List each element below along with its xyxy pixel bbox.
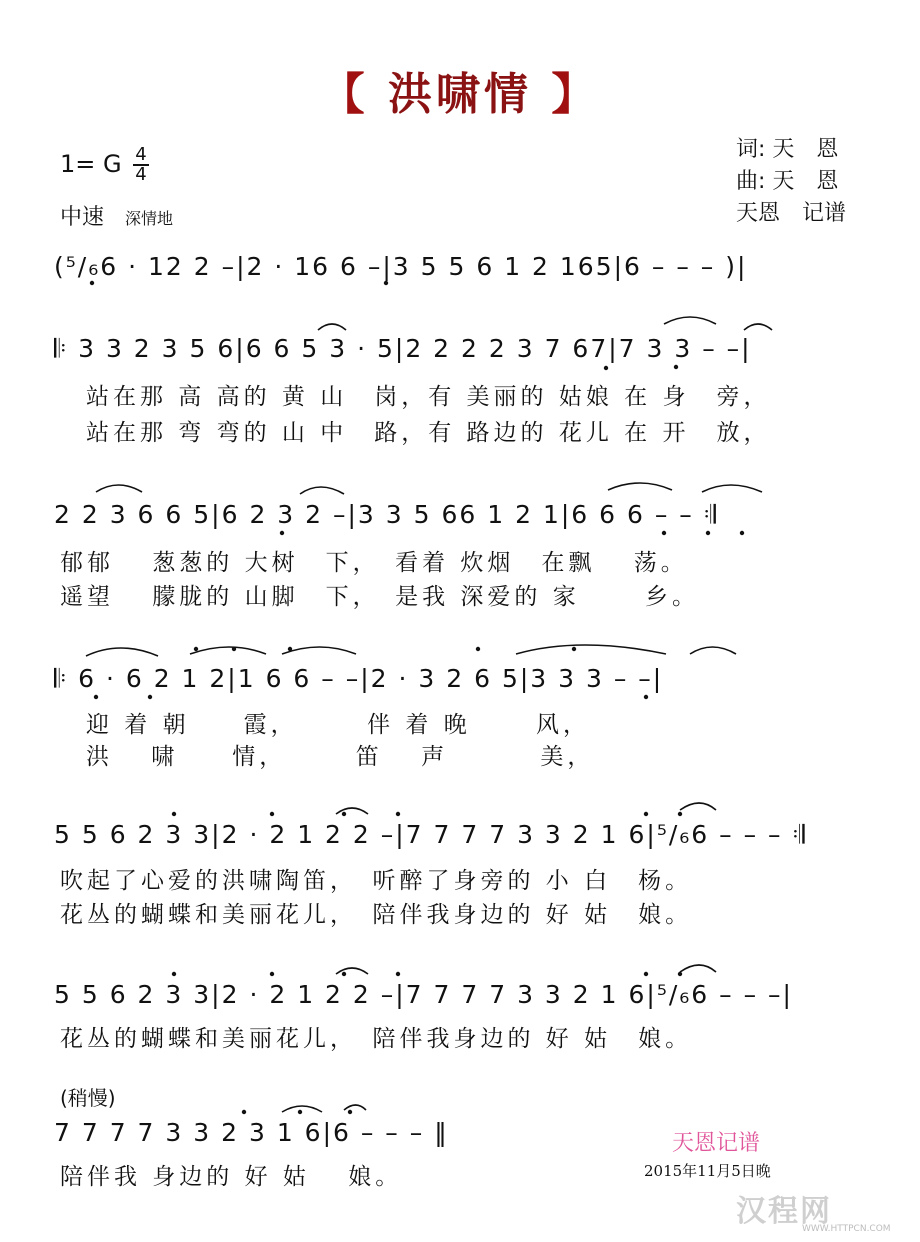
composer-credit: 曲: 天 恩 bbox=[736, 169, 839, 194]
system-4-lyric-1: 迎 着 朝 霞， 伴 着 晚 风， bbox=[86, 712, 591, 738]
system-5-lyric-2: 花丛的蝴蝶和美丽花儿， 陪伴我身边的 好 姑 娘。 bbox=[60, 902, 693, 928]
tempo-speed: 中速 bbox=[60, 205, 105, 230]
lyricist-credit: 词: 天 恩 bbox=[736, 137, 839, 162]
signature-stamp: 天恩记谱 bbox=[672, 1131, 761, 1156]
system-5-lyric-1: 吹起了心爱的洪啸陶笛， 听醉了身旁的 小 白 杨。 bbox=[60, 868, 693, 894]
system-6-notes: 5 5 6 2 3 3|2 · 2 1 2 2 –|7 7 7 7 3 3 2 1 6|⁵/₆6 – – –| bbox=[54, 980, 793, 1009]
system-3-notes: 2 2 3 6 6 5|6 2 3 2 –|3 3 5 66 1 2 1|6 6 6 – – 𝄇 bbox=[54, 500, 718, 529]
system-4-lyric-2: 洪 啸 情， 笛 声 美， bbox=[86, 744, 595, 770]
date-note: 2015年11月5日晚 bbox=[644, 1162, 771, 1180]
system-4-notes: 𝄆 6 · 6 2 1 2|1 6 6 – –|2 · 3 2 6 5|3 3 3 – –| bbox=[54, 664, 664, 693]
title-bracket-close: 】 bbox=[551, 69, 600, 120]
system-7-notes: 7 7 7 7 3 3 2 3 1 6|6 – – – ‖ bbox=[54, 1118, 449, 1147]
time-bottom: 4 bbox=[135, 164, 147, 185]
system-2-lyric-1: 站在那 高 高的 黄 山 岗，有 美丽的 姑娘 在 身 旁， bbox=[86, 384, 771, 410]
system-7-lyric-1: 陪伴我 身边的 好 姑 娘。 bbox=[60, 1164, 403, 1190]
system-5-notes: 5 5 6 2 3 3|2 · 2 1 2 2 –|7 7 7 7 3 3 2 1 6|⁵/₆6 – – – 𝄇 bbox=[54, 820, 807, 849]
system-1-notes: (⁵/₆6 · 12 2 –|2 · 16 6 –|3 5 5 6 1 2 165|6 – – – )| bbox=[54, 252, 748, 281]
system-3-lyric-1: 郁郁 葱葱的 大树 下， 看着 炊烟 在飘 荡。 bbox=[60, 550, 688, 576]
site-watermark-url: WWW.HTTPCN.COM bbox=[802, 1224, 891, 1234]
system-6-lyric-1: 花丛的蝴蝶和美丽花儿， 陪伴我身边的 好 姑 娘。 bbox=[60, 1026, 693, 1052]
system-3-lyric-2: 遥望 朦胧的 山脚 下， 是我 深爱的 家 乡。 bbox=[60, 584, 700, 610]
system-2-lyric-2: 站在那 弯 弯的 山 中 路，有 路边的 花儿 在 开 放， bbox=[86, 420, 771, 446]
tempo-expression: 深情地 bbox=[125, 209, 174, 228]
song-title: 洪啸情 bbox=[388, 69, 532, 120]
system-2-notes: 𝄆 3 3 2 3 5 6|6 6 5 3 · 5|2 2 2 2 3 7 67|7 3 3 – –| bbox=[54, 334, 752, 363]
key-label: 1= G bbox=[60, 150, 122, 178]
tempo-change: (稍慢) bbox=[60, 1086, 116, 1110]
time-top: 4 bbox=[135, 144, 147, 165]
title-bracket-open: 【 bbox=[320, 69, 369, 120]
site-watermark: 汉程网 bbox=[736, 1194, 832, 1229]
transcriber-credit: 天恩 记谱 bbox=[736, 201, 847, 226]
